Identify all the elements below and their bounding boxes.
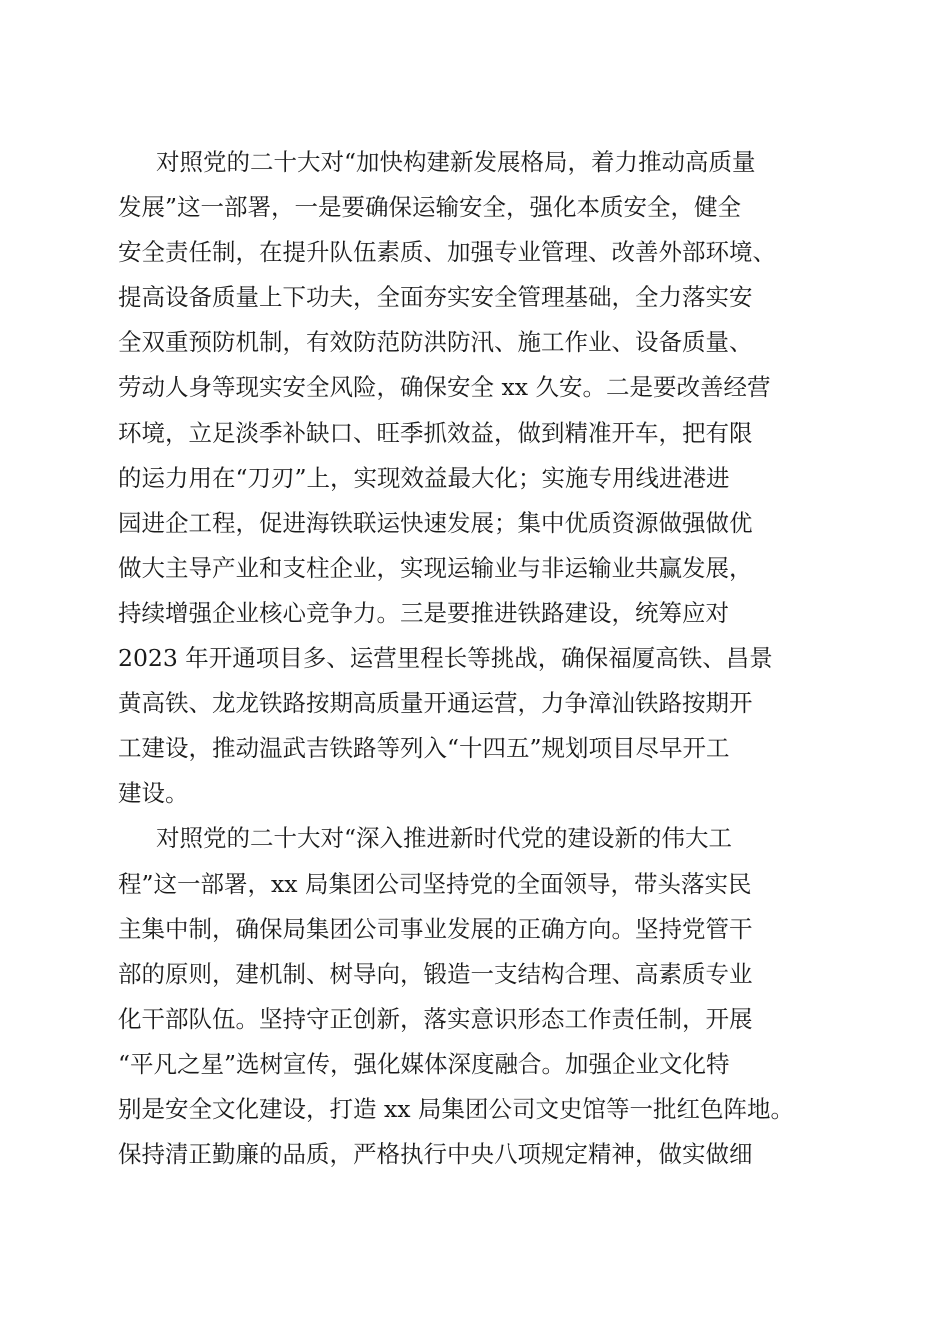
text-line: 劳动人身等现实安全风险，确保安全 xx 久安。二是要改善经营 <box>118 373 771 402</box>
text-line: 保持清正勤廉的品质，严格执行中央八项规定精神，做实做细 <box>118 1140 753 1169</box>
text-line: 部的原则，建机制、树导向，锻造一支结构合理、高素质专业 <box>118 959 753 988</box>
paragraph-transport-safety <box>118 140 848 816</box>
text-line: 主集中制，确保局集团公司事业发展的正确方向。坚持党管干 <box>118 914 753 943</box>
text-line: 园进企工程，促进海铁联运快速发展；集中优质资源做强做优 <box>118 508 753 537</box>
text-line: 的运力用在“刀刃”上，实现效益最大化；实施专用线进港进 <box>118 463 730 492</box>
paragraph-party-building <box>118 816 848 1177</box>
document-body <box>118 140 848 1177</box>
text-line: 别是安全文化建设，打造 xx 局集团公司文史馆等一批红色阵地。 <box>118 1094 794 1123</box>
text-line: 黄高铁、龙龙铁路按期高质量开通运营，力争漳汕铁路按期开 <box>118 689 753 718</box>
text-line: 工建设，推动温武吉铁路等列入“十四五”规划项目尽早开工 <box>118 734 730 763</box>
text-line: 提高设备质量上下功夫，全面夯实安全管理基础，全力落实安 <box>118 283 753 312</box>
text-line: 做大主导产业和支柱企业，实现运输业与非运输业共赢发展， <box>118 553 753 582</box>
text-line: 对照党的二十大对“深入推进新时代党的建设新的伟大工 <box>156 824 733 853</box>
text-line: 环境，立足淡季补缺口、旺季抓效益，做到精准开车，把有限 <box>118 418 753 447</box>
text-line: 持续增强企业核心竞争力。三是要推进铁路建设，统筹应对 <box>118 598 729 627</box>
text-line: 2023 年开通项目多、运营里程长等挑战，确保福厦高铁、昌景 <box>118 644 773 673</box>
text-line: “平凡之星”选树宣传，强化媒体深度融合。加强企业文化特 <box>118 1049 730 1078</box>
text-line: 发展”这一部署，一是要确保运输安全，强化本质安全，健全 <box>118 193 742 222</box>
text-line: 建设。 <box>118 779 189 808</box>
text-line: 化干部队伍。坚持守正创新，落实意识形态工作责任制，开展 <box>118 1004 753 1033</box>
text-line: 安全责任制，在提升队伍素质、加强专业管理、改善外部环境、 <box>118 238 776 267</box>
text-line: 全双重预防机制，有效防范防洪防汛、施工作业、设备质量、 <box>118 328 753 357</box>
text-line: 程”这一部署，xx 局集团公司坚持党的全面领导，带头落实民 <box>118 869 752 898</box>
text-line: 对照党的二十大对“加快构建新发展格局，着力推动高质量 <box>156 148 756 176</box>
